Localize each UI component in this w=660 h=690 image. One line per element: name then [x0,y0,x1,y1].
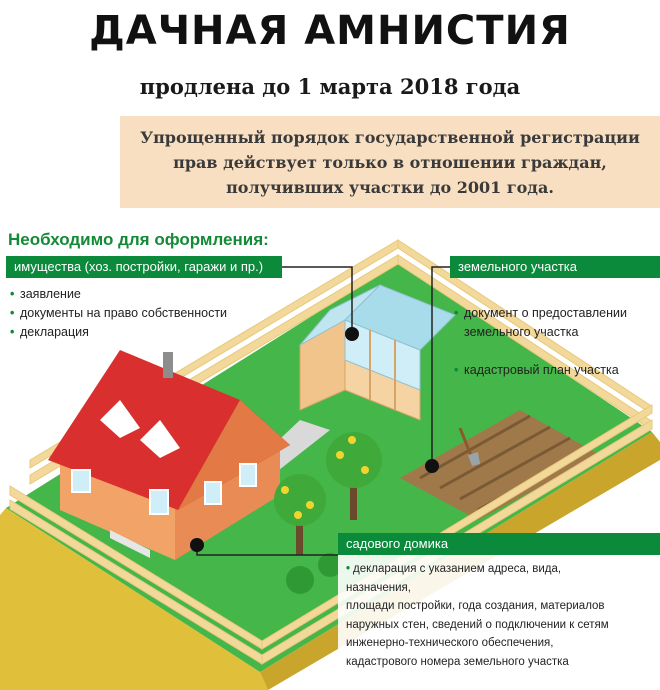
land-list [454,285,654,399]
land-label: земельного участка [450,256,660,278]
pin-land [425,459,439,473]
list-item: • кадастровый план участка [454,361,654,380]
info-note-text: Упрощенный порядок государственной регистрации прав действует только в отношении граждан, получивших участки до 2001 года. [140,127,640,197]
pin-house [190,538,204,552]
garden-house-label: садового домика [338,533,660,555]
pin-greenhouse [345,327,359,341]
property-list [10,285,250,342]
list-item: • заявление [10,285,250,304]
page-subtitle: продлена до 1 марта 2018 года [139,74,521,99]
list-item: • документы на право собственности [10,304,250,323]
needed-heading: Необходимо для оформления: [8,230,269,249]
list-item: • документ о предоставлении земельного участка [454,304,654,342]
page-title: ДАЧНАЯ АМНИСТИЯ [89,8,571,54]
list-item: • декларация [10,323,250,342]
property-label: имущества (хоз. постройки, гаражи и пр.) [6,256,282,278]
garden-house-text: • декларация с указанием адреса, вида, назначения, площади постройки, года создания, материалов наружных стен, сведений о подключении к сетям инженерно-технического обеспечения, кадастрового номера земельного участка [346,560,616,671]
